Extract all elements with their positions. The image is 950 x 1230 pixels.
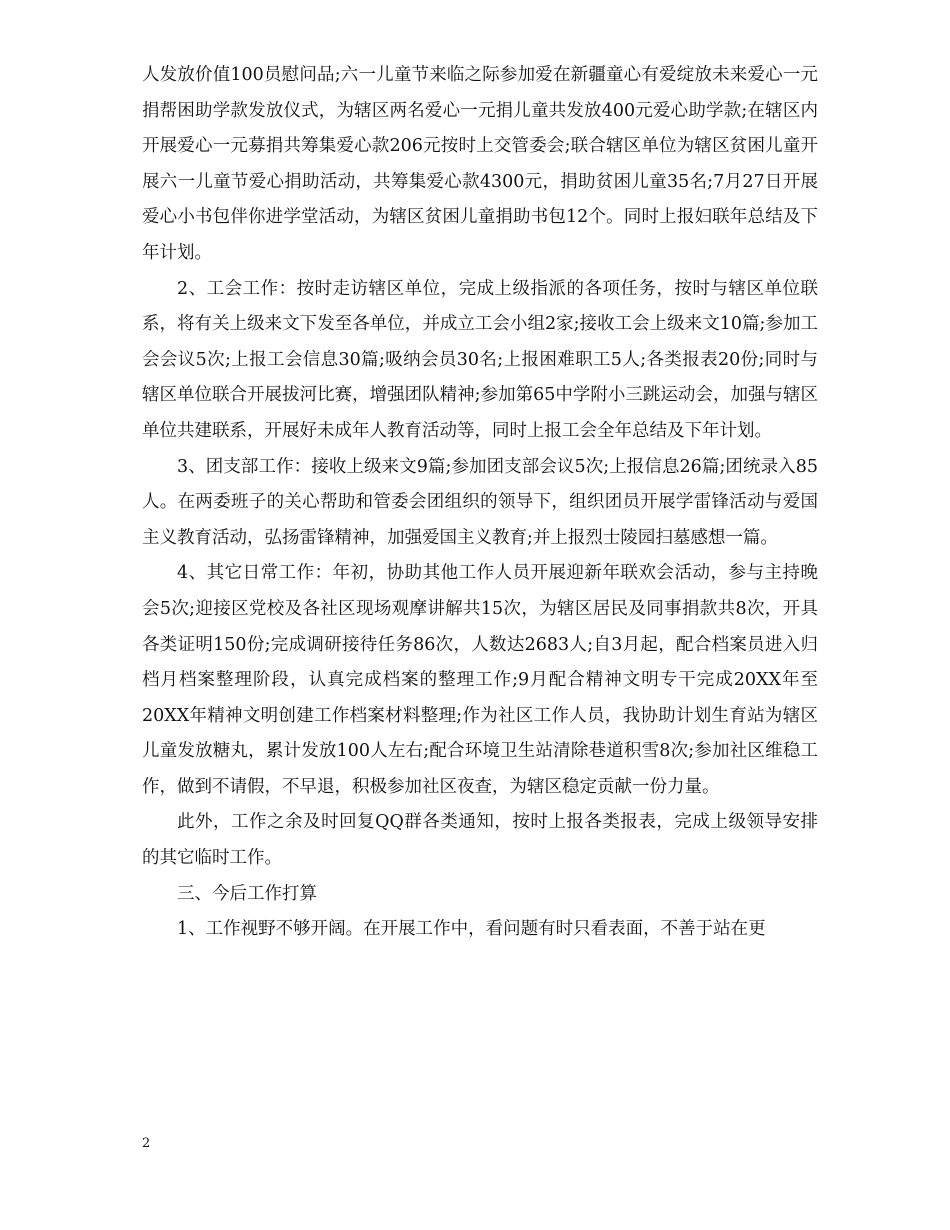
paragraph-youth-league-work: 3、团支部工作：接收上级来文9篇;参加团支部会议5次;上报信息26篇;团统录入85人。在两委班子的关心帮助和管委会团组织的领导下，组织团员开展学雷锋活动与爱国主义教育活动，弘扬雷锋精神，加强爱国主义教育;并上报烈士陵园扫墓感想一篇。 [142, 456, 818, 548]
paragraph-work-vision: 1、工作视野不够开阔。在开展工作中，看问题有时只看表面，不善于站在更 [177, 919, 766, 940]
paragraph-other-daily-work: 4、其它日常工作：年初，协助其他工作人员开展迎新年联欢会活动，参与主持晚会5次;迎接区党校及各社区现场观摩讲解共15次，为辖区居民及同事捐款共8次，开具各类证明150份;完成调研接待任务86次，人数达2683人;自3月起，配合档案员进入归档月档案整理阶段，认真完成档案的整理工作;9月配合精神文明专干完成20XX年至20XX年精神文明创建工作档案材料整理;作为社区工作人员，我协助计划生育站为辖区儿童发放糖丸，累计发放100人左右;配合环境卫生站清除巷道积雪8次;参加社区维稳工作，做到不请假，不早退，积极参加社区夜查，为辖区稳定贡献一份力量。 [142, 563, 818, 797]
document-body [142, 58, 818, 948]
paragraph-women-federation-continued: 人发放价值100员慰问品;六一儿童节来临之际参加爱在新疆童心有爱绽放未来爱心一元捐帮困助学款发放仪式，为辖区两名爱心一元捐儿童共发放400元爱心助学款;在辖区内开展爱心一元募捐共筹集爱心款206元按时上交管委会;联合辖区单位为辖区贫困儿童开展六一儿童节爱心捐助活动，共筹集爱心款4300元，捐助贫困儿童35名;7月27日开展爱心小书包伴你进学堂活动，为辖区贫困儿童捐助书包12个。同时上报妇联年总结及下年计划。 [142, 65, 818, 263]
paragraph-trade-union-work: 2、工会工作：按时走访辖区单位，完成上级指派的各项任务，按时与辖区单位联系，将有关上级来文下发至各单位，并成立工会小组2家;接收工会上级来文10篇;参加工会会议5次;上报工会信息30篇;吸纳会员30名;上报困难职工5人;各类报表20份;同时与辖区单位联合开展拔河比赛，增强团队精神;参加第65中学附小三跳运动会，加强与辖区单位共建联系，开展好未成年人教育活动等，同时上报工会全年总结及下年计划。 [142, 278, 818, 441]
page-number: 2 [142, 1136, 151, 1151]
paragraph-additional-work: 此外，工作之余及时回复QQ群各类通知，按时上报各类报表，完成上级领导安排的其它临时工作。 [142, 812, 818, 869]
section-heading-future-plans: 三、今后工作打算 [177, 883, 317, 904]
